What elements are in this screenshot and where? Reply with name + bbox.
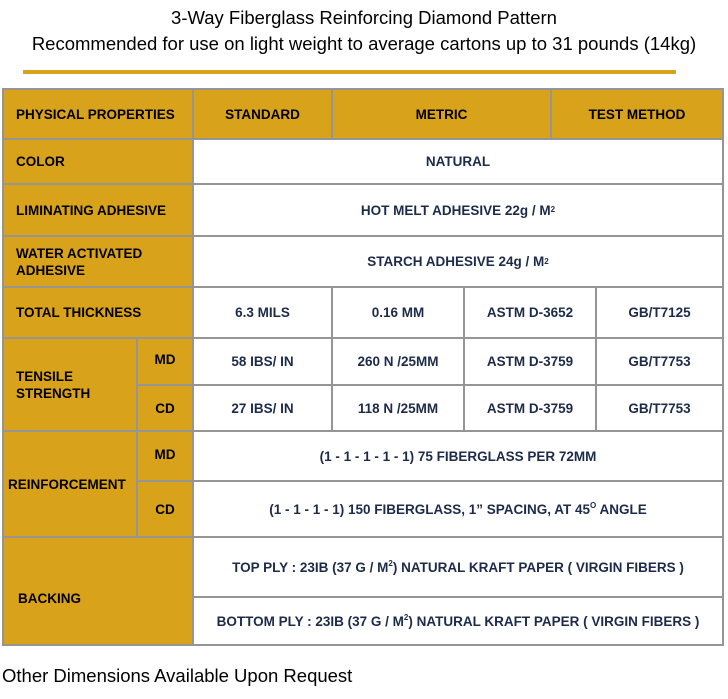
properties-table xyxy=(2,88,724,646)
reinforcement-cd-label: CD xyxy=(138,482,192,536)
total-thickness-metric: 0.16 MM xyxy=(333,288,463,337)
water-adhesive-label: WATER ACTIVATED ADHESIVE xyxy=(4,237,192,286)
tensile-cd-test-astm: ASTM D-3759 xyxy=(465,386,595,430)
reinforcement-label: REINFORCEMENT xyxy=(4,432,136,536)
page-subtitle: Recommended for use on light weight to average cartons up to 31 pounds (14kg) xyxy=(31,33,697,54)
total-thickness-label: TOTAL THICKNESS xyxy=(4,288,192,337)
backing-top-ply: TOP PLY : 23IB (37 G / $M^2$) NATURAL KRAFT PAPER ( VIRGIN FIBERS ) xyxy=(194,538,722,596)
header-physical-properties: PHYSICAL PROPERTIES xyxy=(4,90,192,138)
tensile-md-label: MD xyxy=(138,339,192,384)
tensile-md-metric: 260 N /25MM xyxy=(333,339,463,384)
header-standard: STANDARD xyxy=(194,90,331,138)
page-title: 3-Way Fiberglass Reinforcing Diamond Pattern xyxy=(171,7,557,28)
reinforcement-cd-value: (1 - 1 - 1 - 1) 150 FIBERGLASS, 1” SPACING, AT $45^O$ ANGLE xyxy=(194,482,722,536)
reinforcement-md-label: MD xyxy=(138,432,192,480)
tensile-cd-standard: 27 IBS/ IN xyxy=(194,386,331,430)
header-metric: METRIC xyxy=(333,90,550,138)
total-thickness-test-astm: ASTM D-3652 xyxy=(465,288,595,337)
tensile-strength-label: TENSILE STRENGTH xyxy=(4,339,136,430)
liminating-adhesive-value: HOT MELT ADHESIVE 22g / M 2 xyxy=(194,185,722,235)
backing-label: BACKING xyxy=(4,538,192,644)
total-thickness-test-gb: GB/T7125 xyxy=(597,288,722,337)
color-label: COLOR xyxy=(4,140,192,183)
title-divider xyxy=(23,70,676,74)
backing-bottom-ply: BOTTOM PLY : 23IB (37 G / $M^2$) NATURAL KRAFT PAPER ( VIRGIN FIBERS ) xyxy=(194,598,722,644)
tensile-md-test-astm: ASTM D-3759 xyxy=(465,339,595,384)
tensile-cd-metric: 118 N /25MM xyxy=(333,386,463,430)
water-adhesive-value: STARCH ADHESIVE 24g / M 2 xyxy=(194,237,722,286)
liminating-adhesive-label: LIMINATING ADHESIVE xyxy=(4,185,192,235)
footer-note: Other Dimensions Available Upon Request xyxy=(2,665,353,686)
tensile-cd-label: CD xyxy=(138,386,192,430)
tensile-md-standard: 58 IBS/ IN xyxy=(194,339,331,384)
reinforcement-md-value: (1 - 1 - 1 - 1 - 1) 75 FIBERGLASS PER 72MM xyxy=(194,432,722,480)
tensile-cd-test-gb: GB/T7753 xyxy=(597,386,722,430)
tensile-md-test-gb: GB/T7753 xyxy=(597,339,722,384)
color-value: NATURAL xyxy=(194,140,722,183)
total-thickness-standard: 6.3 MILS xyxy=(194,288,331,337)
header-test-method: TEST METHOD xyxy=(552,90,722,138)
